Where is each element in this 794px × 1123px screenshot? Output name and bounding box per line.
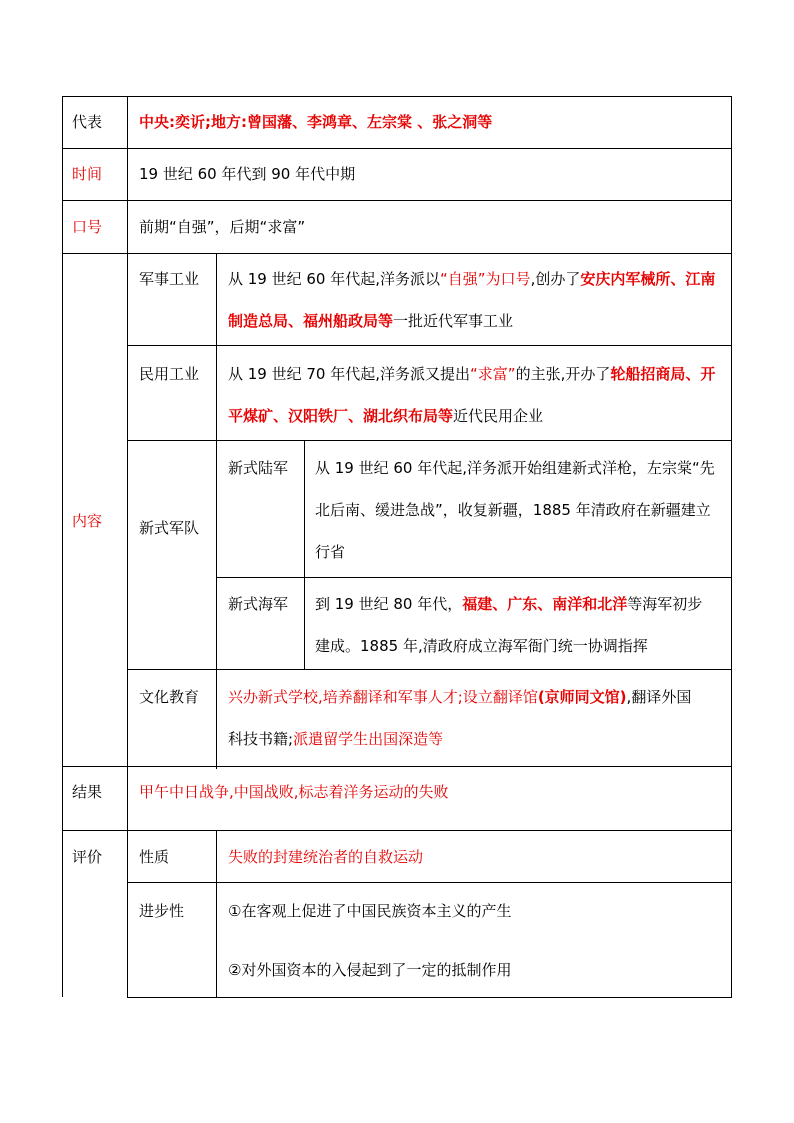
wenhua-text-d: 科技书籍;: [228, 730, 294, 748]
haijun-line-2: 建成。1885 年,清政府成立海军衙门统一协调指挥: [315, 637, 648, 655]
sub-label-xingzhi: 性质: [139, 848, 170, 866]
daibiao-content: 中央:奕䜣;地方:曾国藩、李鸿章、左宗棠 、张之洞等: [139, 113, 493, 131]
sub-label-xinshijundui: 新式军队: [139, 519, 200, 537]
junshi-text-b: “自强”为口号: [440, 270, 531, 288]
sub-label-minyong: 民用工业: [139, 365, 200, 383]
junshi-text-c: ,创办了: [530, 270, 581, 288]
lujun-line-3: 行省: [315, 543, 346, 561]
junshi-text-e: 制造总局、福州船政局等: [228, 312, 394, 330]
xingzhi-content: 失败的封建统治者的自救运动: [228, 848, 424, 866]
row-label-shijian: 时间: [72, 165, 103, 183]
sub-label-lujun: 新式陆军: [228, 459, 289, 477]
wenhua-text-e: 派遣留学生出国深造等: [293, 730, 444, 748]
haijun-text-c: 等海军初步: [627, 595, 703, 613]
sub-label-wenhua: 文化教育: [139, 688, 200, 706]
junshi-line-2: [228, 300, 513, 342]
row-label-kouhao: 口号: [72, 218, 103, 236]
sub-label-haijun: 新式海军: [228, 595, 289, 613]
row-label-jieguo: 结果: [72, 783, 103, 801]
jinbu-line-2: ②对外国资本的入侵起到了一定的抵制作用: [228, 961, 512, 979]
kouhao-content: 前期“自强”，后期“求富”: [139, 218, 306, 236]
sub-label-junshi: 军事工业: [139, 270, 200, 288]
wenhua-text-a: 兴办新式学校,培养翻译和军事人才;设立翻译馆: [228, 688, 538, 706]
minyong-line-1: [228, 353, 715, 395]
minyong-text-c: 的主张,开办了: [515, 365, 611, 383]
junshi-line-1: [228, 258, 715, 300]
row-label-daibiao: 代表: [72, 113, 103, 131]
minyong-text-d: 轮船招商局、开: [610, 365, 716, 383]
wenhua-text-c: ,翻译外国: [626, 688, 692, 706]
minyong-text-b: “求富”: [470, 365, 516, 383]
haijun-text-b: 福建、广东、南洋和北洋: [462, 595, 628, 613]
shijian-content: 19 世纪 60 年代到 90 年代中期: [139, 165, 356, 183]
minyong-line-2: [228, 395, 543, 437]
row-label-pingjia: 评价: [72, 848, 103, 866]
jieguo-content: 甲午中日战争,中国战败,标志着洋务运动的失败: [139, 783, 449, 801]
minyong-text-f: 近代民用企业: [453, 407, 544, 425]
wenhua-text-b: (京师同文馆): [537, 688, 627, 706]
minyong-text-e: 平煤矿、汉阳铁厂、湖北织布局等: [228, 407, 454, 425]
junshi-text-f: 一批近代军事工业: [393, 312, 514, 330]
junshi-text-a: 从 19 世纪 60 年代起,洋务派以: [228, 270, 441, 288]
wenhua-line-2: [228, 718, 443, 760]
lujun-line-2: 北后南、缓进急战”，收复新疆，1885 年清政府在新疆建立: [315, 501, 711, 519]
junshi-text-d: 安庆内军械所、江南: [580, 270, 716, 288]
haijun-text-a: 到 19 世纪 80 年代，: [315, 595, 463, 613]
lujun-line-1: 从 19 世纪 60 年代起,洋务派开始组建新式洋枪，左宗棠“先: [315, 459, 715, 477]
sub-label-jinbu: 进步性: [139, 902, 185, 920]
row-label-neirong: 内容: [72, 512, 103, 530]
wenhua-line-1: [228, 676, 691, 718]
haijun-line-1: [315, 583, 702, 625]
minyong-text-a: 从 19 世纪 70 年代起,洋务派又提出: [228, 365, 471, 383]
jinbu-line-1: ①在客观上促进了中国民族资本主义的产生: [228, 902, 512, 920]
